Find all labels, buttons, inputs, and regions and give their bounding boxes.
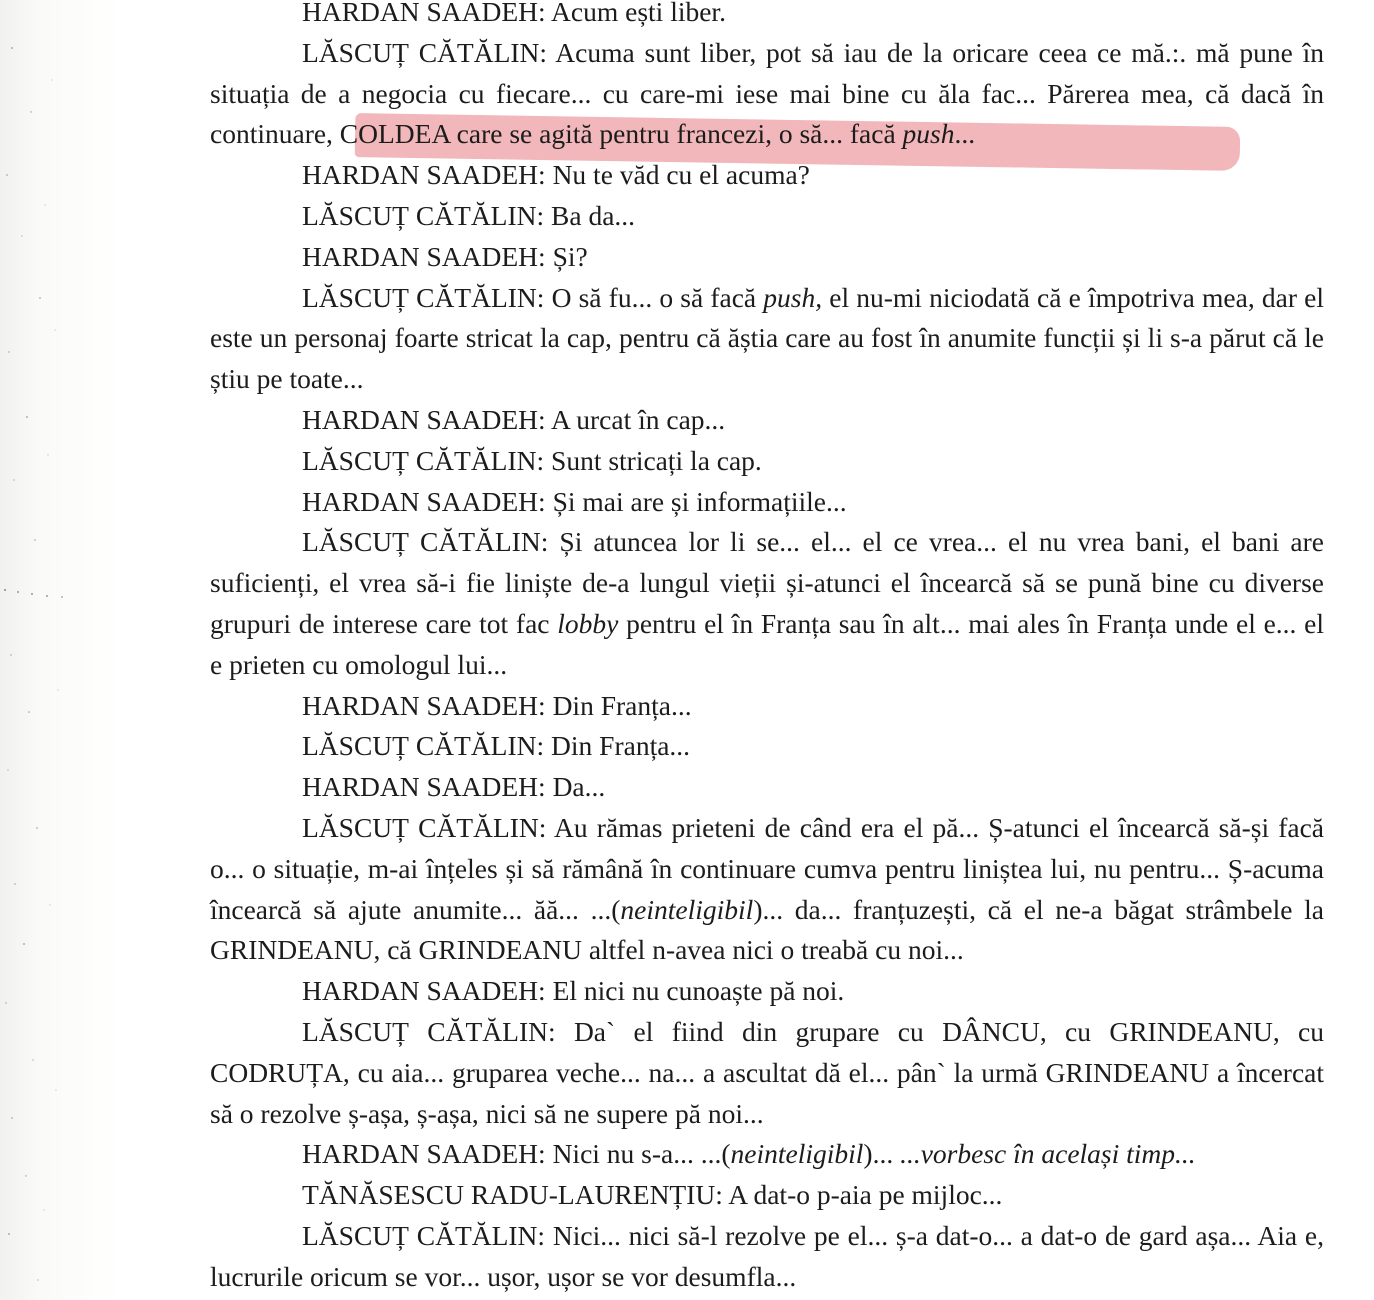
italic-text: lobby: [557, 607, 619, 639]
utterance-text: Și mai are și informațiile...: [545, 485, 847, 517]
speaker-name: HARDAN SAADEH:: [302, 0, 546, 27]
transcript-body: [210, 0, 1324, 1298]
speaker-name: HARDAN SAADEH:: [302, 689, 546, 721]
utterance-text: Și?: [545, 240, 588, 272]
italic-text: push,: [763, 281, 823, 313]
speaker-name: HARDAN SAADEH:: [302, 485, 546, 517]
utterance-text: Sunt stricați la cap.: [544, 444, 762, 476]
utterance-text: Din Franța...: [545, 689, 692, 721]
speaker-name: HARDAN SAADEH:: [302, 159, 546, 191]
utterance-text: Nici nu s-a... ...(: [545, 1138, 731, 1170]
transcript-paragraph: [210, 33, 1324, 155]
transcript-paragraph: [210, 0, 1324, 33]
speaker-name: HARDAN SAADEH:: [302, 771, 546, 803]
speaker-name: LĂSCUȚ CĂTĂLIN:: [302, 199, 545, 231]
transcript-paragraph: [210, 1012, 1324, 1134]
transcript-paragraph: [210, 767, 1324, 808]
transcript-paragraph: [210, 522, 1324, 685]
utterance-text: )... da... franțuzești, că el ne-a băgat strâmbele la GRINDEANU, că GRINDEANU altfel n-avea nici o treabă cu noi...: [210, 893, 1324, 966]
transcript-paragraph: [210, 237, 1324, 278]
utterance-text: Din Franța...: [544, 730, 691, 762]
speaker-name: LĂSCUȚ CĂTĂLIN:: [302, 1015, 556, 1047]
transcript-paragraph: [210, 482, 1324, 523]
speaker-name: HARDAN SAADEH:: [302, 403, 546, 435]
speaker-name: LĂSCUȚ CĂTĂLIN:: [302, 811, 547, 843]
speaker-name: HARDAN SAADEH:: [302, 1138, 546, 1170]
transcript-paragraph: [210, 971, 1324, 1012]
scan-edge-speckles: [0, 0, 110, 1300]
utterance-text: ...: [954, 118, 976, 150]
transcript-paragraph: [210, 1134, 1324, 1175]
speaker-name: LĂSCUȚ CĂTĂLIN:: [302, 444, 545, 476]
utterance-text: Și atuncea lor li se... el... el ce vrea... el nu vrea bani, el bani are suficienți, el vrea să-i fie liniște de-a lungul vieții și-atunci el încearcă să se pună bine cu diverse grupuri de interese care tot fac: [210, 526, 1324, 639]
italic-text: neinteligibil: [620, 893, 754, 925]
utterance-text: A urcat în cap...: [545, 403, 726, 435]
transcript-paragraph: [210, 1175, 1324, 1216]
italic-text: neinteligibil: [730, 1138, 864, 1170]
speaker-name: HARDAN SAADEH:: [302, 240, 546, 272]
transcript-paragraph: [210, 808, 1324, 971]
transcript-paragraph: [210, 278, 1324, 400]
speaker-name: HARDAN SAADEH:: [302, 975, 546, 1007]
utterance-text: Nici... nici să-l rezolve pe el... ș-a dat-o... a dat-o de gard așa... Aia e, lucrurile oricum se vor... ușor, ușor se vor desumfla...: [210, 1219, 1324, 1292]
transcript-paragraph: [210, 726, 1324, 767]
transcript-paragraph: [210, 1216, 1324, 1298]
utterance-text: A dat-o p-aia pe mijloc...: [722, 1179, 1003, 1211]
speaker-name: TĂNĂSESCU RADU-LAURENȚIU:: [302, 1179, 723, 1211]
utterance-text: Acuma sunt liber, pot să iau de la oricare ceea ce mă.:. mă pune în situația de a negocia cu fiecare... cu care-mi iese mai bine cu ăla fac... Părerea mea, că dacă în continuare, COLDEA care se agită pentru francezi, o să... facă: [210, 36, 1324, 150]
transcript-paragraph: [210, 441, 1324, 482]
speaker-name: LĂSCUȚ CĂTĂLIN:: [302, 1219, 546, 1251]
utterance-text: Da...: [545, 771, 606, 803]
utterance-text: pentru el în Franța sau în alt... mai ales în Franța unde el e... el e prieten cu omologul lui...: [210, 607, 1324, 680]
transcript-paragraph: [210, 686, 1324, 727]
utterance-text: El nici nu cunoaște pă noi.: [545, 975, 845, 1007]
utterance-text: O să fu... o să facă: [544, 281, 764, 313]
transcript-paragraph: [210, 155, 1324, 196]
utterance-text: Ba da...: [544, 199, 636, 231]
utterance-text: Au rămas prieteni de când era el pă... Ș-atunci el încearcă să-și facă o... o situație, m-ai înțeles și să rămână în continuare cumva pentru liniștea lui, nu pentru... Ș-acuma încearcă să ajute anumite... ăă... ...(: [210, 811, 1324, 925]
utterance-text: Acum ești liber.: [545, 0, 726, 27]
utterance-text: el nu-mi niciodată că e împotriva mea, dar el este un personaj foarte stricat la cap, pentru că ăștia care au fost în anumite funcții și li s-a părut că le știu pe toate...: [210, 281, 1324, 395]
speaker-name: LĂSCUȚ CĂTĂLIN:: [302, 526, 549, 558]
transcript-paragraph: [210, 400, 1324, 441]
italic-text: push: [902, 118, 955, 150]
utterance-text: )...: [863, 1138, 901, 1170]
utterance-text: Da` el fiind din grupare cu DÂNCU, cu GRINDEANU, cu CODRUȚA, cu aia... gruparea veche... na... a ascultat dă el... pân` la urmă GRINDEANU a încercat să o rezolve ș-așa, ș-așa, nici să ne supere pă noi...: [210, 1015, 1324, 1129]
speaker-name: LĂSCUȚ CĂTĂLIN:: [302, 730, 545, 762]
utterance-text: Nu te văd cu el acuma?: [545, 159, 810, 191]
speaker-name: LĂSCUȚ CĂTĂLIN:: [302, 281, 545, 313]
italic-text: ...vorbesc în același timp...: [900, 1138, 1196, 1170]
transcript-paragraph: [210, 196, 1324, 237]
speaker-name: LĂSCUȚ CĂTĂLIN:: [302, 36, 548, 68]
